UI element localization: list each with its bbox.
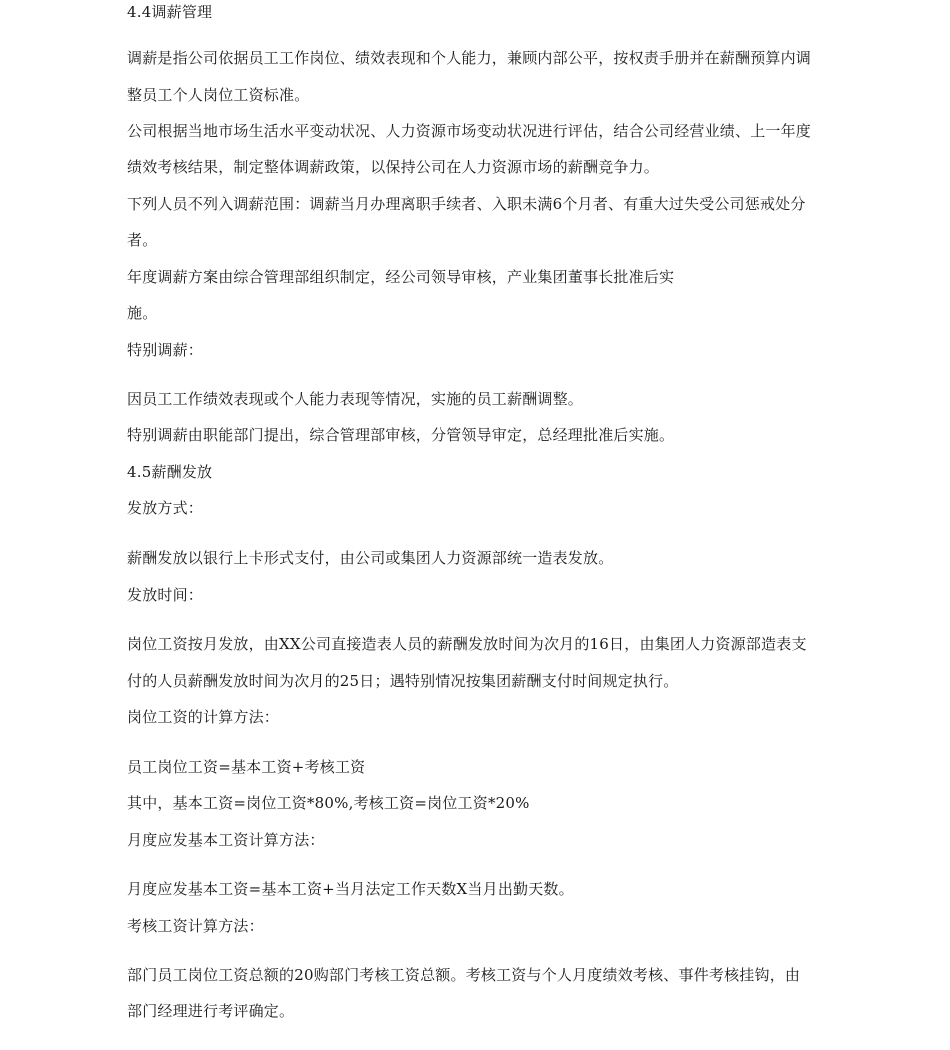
paragraph-line: 绩效考核结果，制定整体调薪政策，以保持公司在人力资源市场的薪酬竞争力。	[127, 158, 660, 176]
paragraph-line: 因员工工作绩效表现或个人能力表现等情况，实施的员工薪酬调整。	[127, 390, 584, 408]
paragraph-line: 调薪是指公司依据员工工作岗位、绩效表现和个人能力，兼顾内部公平，按权责手册并在薪酬预算内调	[127, 49, 812, 67]
paragraph-line: 者。	[127, 231, 158, 249]
paragraph-line: 特别调薪由职能部门提出，综合管理部审核，分管领导审定，总经理批准后实施。	[127, 426, 675, 444]
subheading-assessment-calculation: 考核工资计算方法：	[127, 917, 264, 935]
section-heading-4-4: 4.4调薪管理	[127, 3, 213, 21]
paragraph-line: 部门经理进行考评确定。	[127, 1002, 295, 1020]
subheading-monthly-base-calculation: 月度应发基本工资计算方法：	[127, 831, 325, 849]
paragraph-line: 公司根据当地市场生活水平变动状况、人力资源市场变动状况进行评估，结合公司经营业绩、上一年度	[127, 122, 812, 140]
paragraph-line: 薪酬发放以银行上卡形式支付，由公司或集团人力资源部统一造表发放。	[127, 549, 614, 567]
subheading-payment-time: 发放时间：	[127, 586, 204, 604]
section-heading-4-5: 4.5薪酬发放	[127, 463, 213, 481]
paragraph-line: 部门员工岗位工资总额的20购部门考核工资总额。考核工资与个人月度绩效考核、事件考核挂钩，由	[127, 966, 801, 984]
formula-line: 员工岗位工资=基本工资+考核工资	[127, 758, 366, 776]
formula-line: 其中，基本工资=岗位工资*80%,考核工资=岗位工资*20%	[127, 794, 530, 812]
paragraph-line: 施。	[127, 304, 158, 322]
paragraph-line: 岗位工资按月发放，由XX公司直接造表人员的薪酬发放时间为次月的16日，由集团人力资源部造表支	[127, 635, 807, 653]
subheading-special-adjustment: 特别调薪：	[127, 341, 204, 359]
paragraph-line: 付的人员薪酬发放时间为次月的25日；遇特别情况按集团薪酬支付时间规定执行。	[127, 672, 679, 690]
formula-line: 月度应发基本工资=基本工资+当月法定工作天数X当月出勤天数。	[127, 880, 574, 898]
subheading-payment-method: 发放方式：	[127, 499, 204, 517]
paragraph-line: 下列人员不列入调薪范围：调薪当月办理离职手续者、入职未满6个月者、有重大过失受公司惩戒处分	[127, 195, 806, 213]
subheading-salary-calculation: 岗位工资的计算方法：	[127, 708, 280, 726]
paragraph-line: 整员工个人岗位工资标准。	[127, 86, 310, 104]
paragraph-line: 年度调薪方案由综合管理部组织制定，经公司领导审核，产业集团董事长批准后实	[127, 268, 675, 286]
